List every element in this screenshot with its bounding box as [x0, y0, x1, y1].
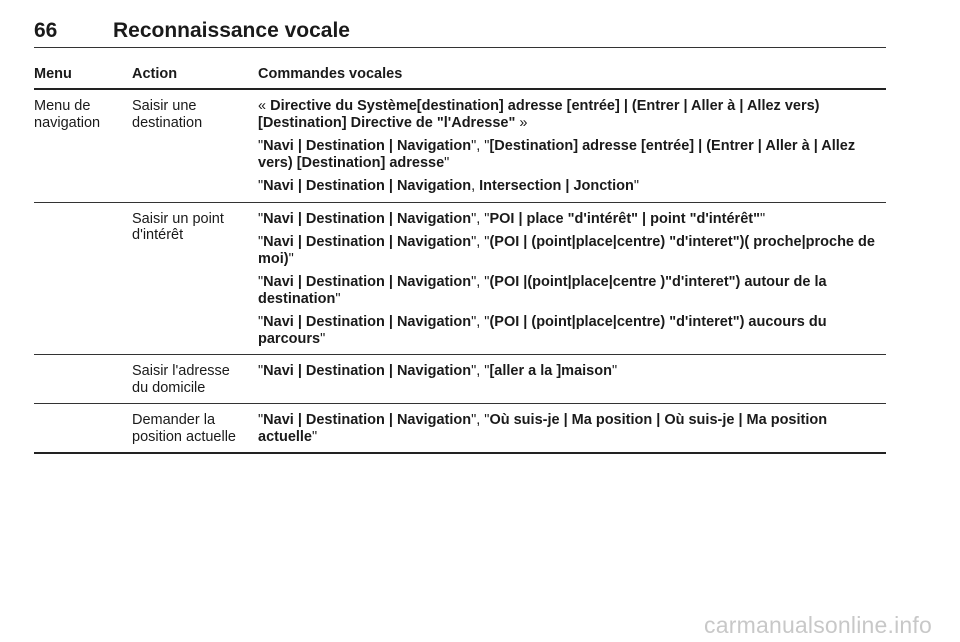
command-phrase: Navi | Destination | Navigation [263, 274, 472, 290]
action-label: Demander la position actuelle [132, 412, 236, 445]
action-label: Saisir une destination [132, 98, 203, 131]
cell-commands [258, 355, 886, 404]
voice-command [258, 234, 886, 267]
command-phrase: (POI | (point|place|centre) "d'interet")( proche|proche de moi) [258, 234, 875, 267]
action-label: Saisir un point d'intérêt [132, 210, 224, 243]
column-header-action: Action [132, 66, 258, 89]
command-phrase: Où suis-je | Ma position | Où suis-je | Ma position actuelle [258, 412, 828, 445]
command-punctuation: " [633, 178, 640, 194]
command-punctuation: " [288, 250, 294, 267]
command-punctuation: ", " [471, 138, 490, 154]
command-phrase: POI | place "d'intérêt" | point "d'intérêt" [489, 210, 760, 227]
table-row [34, 404, 886, 454]
cell-action [132, 404, 258, 454]
command-punctuation: " [258, 178, 264, 194]
command-phrase: [aller a la ]maison [489, 363, 612, 379]
command-punctuation: « [258, 98, 271, 114]
cell-action [132, 202, 258, 355]
command-phrase: Directive du Système[destination] adresse [entrée] | (Entrer | Aller à | Allez vers) [Destination] Directive de "l'Adresse" [258, 98, 820, 131]
cell-commands [258, 89, 886, 202]
command-punctuation: ", " [471, 210, 490, 227]
command-punctuation: ", " [471, 412, 490, 428]
cell-menu [34, 404, 132, 454]
command-phrase: Navi | Destination | Navigation [263, 363, 472, 379]
voice-commands-table [34, 66, 886, 454]
command-punctuation: ", " [471, 314, 490, 330]
command-punctuation: " [258, 234, 264, 250]
command-punctuation: " [444, 154, 450, 171]
command-punctuation: » [515, 114, 528, 131]
command-punctuation: " [258, 314, 264, 330]
command-punctuation: , [471, 178, 480, 194]
voice-command [258, 412, 886, 445]
command-phrase: (POI |(point|place|centre )"d'interet") autour de la destination [258, 274, 827, 307]
command-phrase: [Destination] adresse [entrée] | (Entrer | Aller à | Allez vers) [Destination] adresse [258, 138, 856, 171]
command-phrase: (POI | (point|place|centre) "d'interet") aucours du parcours [258, 314, 827, 347]
cell-action [132, 89, 258, 202]
command-punctuation: " [611, 363, 618, 379]
cell-menu [34, 89, 132, 202]
command-punctuation: ", " [471, 363, 490, 379]
command-phrase: Navi | Destination | Navigation [263, 210, 472, 227]
page-title: Reconnaissance vocale [113, 19, 350, 42]
voice-command [258, 314, 886, 347]
voice-command [258, 211, 886, 228]
command-phrase: Navi | Destination | Navigation [263, 412, 472, 428]
voice-command [258, 363, 886, 380]
menu-label: Menu de navigation [34, 98, 101, 131]
command-punctuation: " [759, 210, 766, 227]
command-punctuation: " [312, 428, 318, 445]
column-header-commands: Commandes vocales [258, 66, 886, 89]
command-phrase: Navi | Destination | Navigation [263, 234, 472, 250]
page-number: 66 [34, 19, 58, 42]
command-punctuation: " [258, 210, 264, 227]
column-header-menu: Menu [34, 66, 132, 89]
voice-command [258, 274, 886, 307]
table-row [34, 355, 886, 404]
command-punctuation: ", " [471, 234, 490, 250]
table-row [34, 89, 886, 202]
command-phrase: Intersection | Jonction [479, 178, 634, 194]
command-punctuation: " [320, 330, 326, 347]
voice-command [258, 178, 886, 195]
table-row [34, 202, 886, 355]
action-label: Saisir l'adresse du domicile [132, 363, 230, 396]
command-punctuation: " [258, 138, 264, 154]
voice-command [258, 138, 886, 171]
page-header [34, 18, 886, 48]
command-phrase: Navi | Destination | Navigation [263, 138, 472, 154]
cell-commands [258, 202, 886, 355]
watermark: carmanualsonline.info [704, 612, 932, 638]
command-punctuation: " [258, 274, 264, 290]
table-body [34, 89, 886, 453]
cell-menu [34, 355, 132, 404]
command-phrase: Navi | Destination | Navigation [263, 178, 472, 194]
voice-command [258, 98, 886, 131]
table-header-row [34, 66, 886, 89]
cell-action [132, 355, 258, 404]
command-punctuation: " [258, 412, 264, 428]
cell-menu [34, 202, 132, 355]
command-punctuation: ", " [471, 274, 490, 290]
cell-commands [258, 404, 886, 454]
command-punctuation: " [258, 363, 264, 379]
command-punctuation: " [335, 290, 341, 307]
command-phrase: Navi | Destination | Navigation [263, 314, 472, 330]
